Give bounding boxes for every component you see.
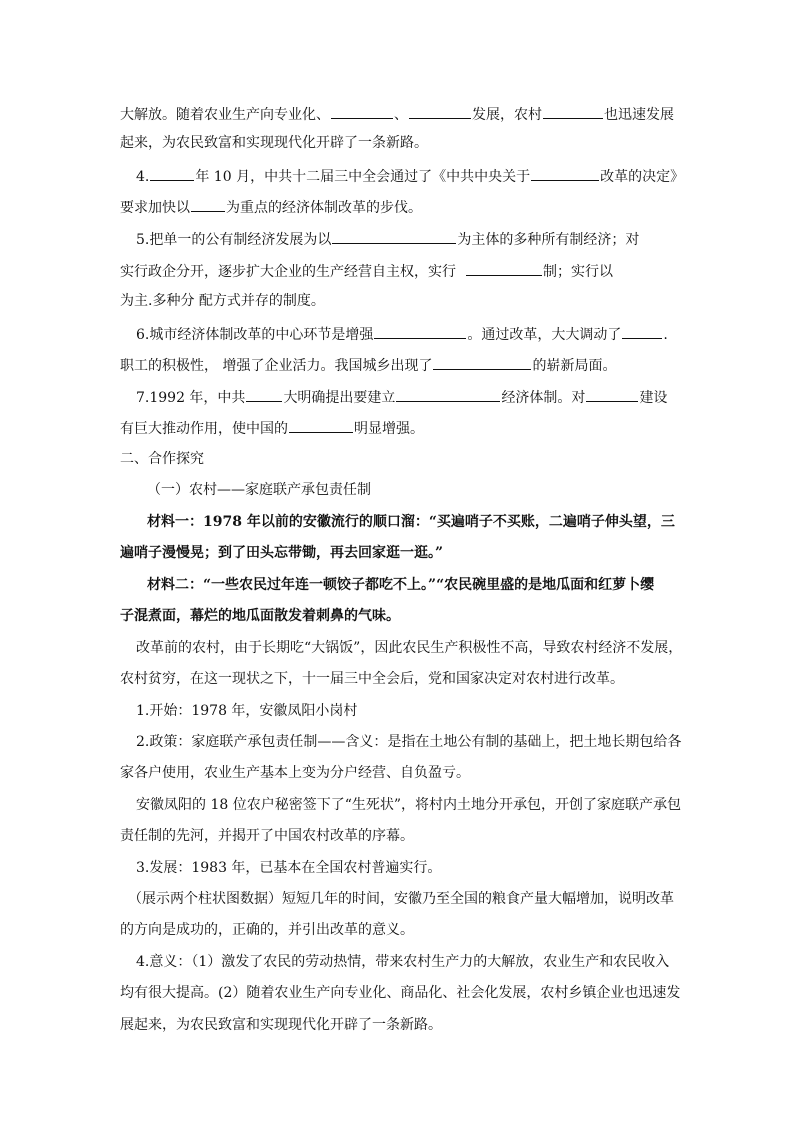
text-segment: 为主.多种分 配方式并存的制度。 [120, 293, 325, 309]
text-segment: 经济体制。对 [501, 390, 586, 406]
material-2-line-1: 材料二：“一些农民过年连一顿饺子都吃不上。”“农民碗里盛的是地瓜面和红萝卜缨 [147, 577, 655, 593]
question-7-line-2 [120, 417, 424, 439]
text-segment: 起来，为农民致富和实现现代化开辟了一条新路。 [120, 135, 428, 151]
material-2-line-2: 子混煮面，幕烂的地瓜面散发着刺鼻的气味。 [120, 608, 400, 624]
text-segment: 建设 [639, 390, 668, 406]
text-segment: 5.把单一的公有制经济发展为以 [136, 232, 332, 248]
text-segment: 有巨大推动作用，使中国的 [120, 421, 288, 437]
answer-blank[interactable] [150, 165, 194, 181]
paragraph-3-line-2: 的方向是成功的，正确的，并引出改革的意义。 [120, 922, 414, 938]
question-number: 4. [136, 169, 150, 185]
paragraph-2-line-2: 责任制的先河，并揭开了中国农村改革的序幕。 [120, 828, 414, 844]
text-segment: 6.城市经济体制改革的中心环节是增强 [136, 327, 374, 343]
paragraph-2-line-1: 安徽凤阳的 18 位农户秘密签下了“生死状”，将村内土地分开承包，开创了家庭联产承包 [136, 797, 682, 813]
question-5-line-2 [120, 260, 613, 282]
answer-blank[interactable] [191, 196, 225, 212]
item-1: 1.开始：1978 年，安徽凤阳小岗村 [136, 703, 358, 719]
text-segment: 、 [394, 107, 408, 123]
text-segment: 的崭新局面。 [532, 358, 617, 374]
fill-line-2 [120, 133, 428, 153]
text-segment: 大明确提出要建立 [283, 390, 396, 406]
question-4-line-2 [120, 196, 422, 218]
question-4-line-1 [136, 165, 684, 187]
answer-blank[interactable] [531, 165, 599, 181]
item-4-line-3: 展起来，为农民致富和实现现代化开辟了一条新路。 [120, 1017, 442, 1033]
answer-blank[interactable] [396, 386, 500, 402]
question-5-line-1 [136, 228, 639, 250]
text-segment: 7.1992 年，中共 [136, 390, 246, 406]
answer-blank[interactable] [586, 386, 638, 402]
answer-blank[interactable] [332, 228, 456, 244]
text-segment: 。通过改革，大大调动了 [467, 327, 622, 343]
material-1-line-2: 遍哨子漫慢晃；到了田头忘带锄，再去回家逛一逛。” [120, 545, 444, 561]
section-heading: 二、合作探究 [120, 451, 204, 467]
answer-blank[interactable] [466, 260, 542, 276]
answer-blank[interactable] [433, 354, 531, 370]
answer-blank[interactable] [374, 323, 466, 339]
item-4-line-2: 均有很大提高。(2）随着农业生产向专业化、商品化、社会化发展，农村乡镇企业也迅速发 [120, 985, 681, 1001]
answer-blank[interactable] [622, 323, 662, 339]
answer-blank[interactable] [331, 103, 393, 119]
material-1-line-1: 材料一：1978 年以前的安徽流行的顺口溜：“买遍哨子不买账，二遍哨子伸头望，三 [147, 514, 675, 530]
question-5-line-3 [120, 291, 325, 311]
text-segment: 职工的积极性， 增强了企业活力。我国城乡出现了 [120, 358, 433, 374]
paragraph-1-line-1: 改革前的农村，由于长期吃“大锅饭”，因此农民生产积极性不高，导致农村经济不发展， [136, 640, 683, 656]
item-3: 3.发展：1983 年，已基本在全国农村普遍实行。 [136, 860, 442, 876]
text-segment: . [663, 327, 668, 343]
answer-blank[interactable] [409, 103, 471, 119]
subsection-heading: （一）农村——家庭联产承包责任制 [147, 482, 371, 498]
answer-blank[interactable] [246, 386, 282, 402]
text-segment: 大解放。随着农业生产向专业化、 [120, 107, 330, 123]
text-segment: 实行政企分开，逐步扩大企业的生产经营自主权，实行 [120, 264, 456, 280]
text-segment: 也迅速发展 [604, 107, 674, 123]
fill-line-1 [120, 103, 674, 125]
paragraph-3-line-1: （展示两个柱状图数据）短短几年的时间，安徽乃至全国的粮食产量大幅增加，说明改革 [128, 891, 674, 907]
text-segment: 发展，农村 [472, 107, 542, 123]
answer-blank[interactable] [543, 103, 603, 119]
question-7-line-1 [136, 386, 667, 408]
item-4-line-1: 4.意义：（1）激发了农民的劳动热情，带来农村生产力的大解放，农业生产和农民收入 [136, 954, 670, 970]
paragraph-1-line-2: 农村贫穷，在这一现状之下，十一届三中全会后，党和国家决定对农村进行改革。 [120, 671, 624, 687]
text-segment: 要求加快以 [120, 200, 190, 216]
text-segment: 年 10 月，中共十二届三中全会通过了《中共中央关于 [195, 169, 531, 185]
question-6-line-1 [136, 323, 668, 345]
item-2-line-1: 2.政策：家庭联产承包责任制——含义：是指在土地公有制的基础上，把土地长期包给各 [136, 734, 682, 750]
question-6-line-2 [120, 354, 616, 376]
text-segment: 改革的决定》 [600, 169, 685, 185]
text-segment: 明显增强。 [354, 421, 424, 437]
text-segment: 为主体的多种所有制经济；对 [457, 232, 640, 248]
text-segment: 为重点的经济体制改革的步伐。 [226, 200, 422, 216]
item-2-line-2: 家各户使用，农业生产基本上变为分户经营、自负盈亏。 [120, 765, 470, 781]
text-segment: 制；实行以 [543, 264, 613, 280]
answer-blank[interactable] [289, 417, 353, 433]
